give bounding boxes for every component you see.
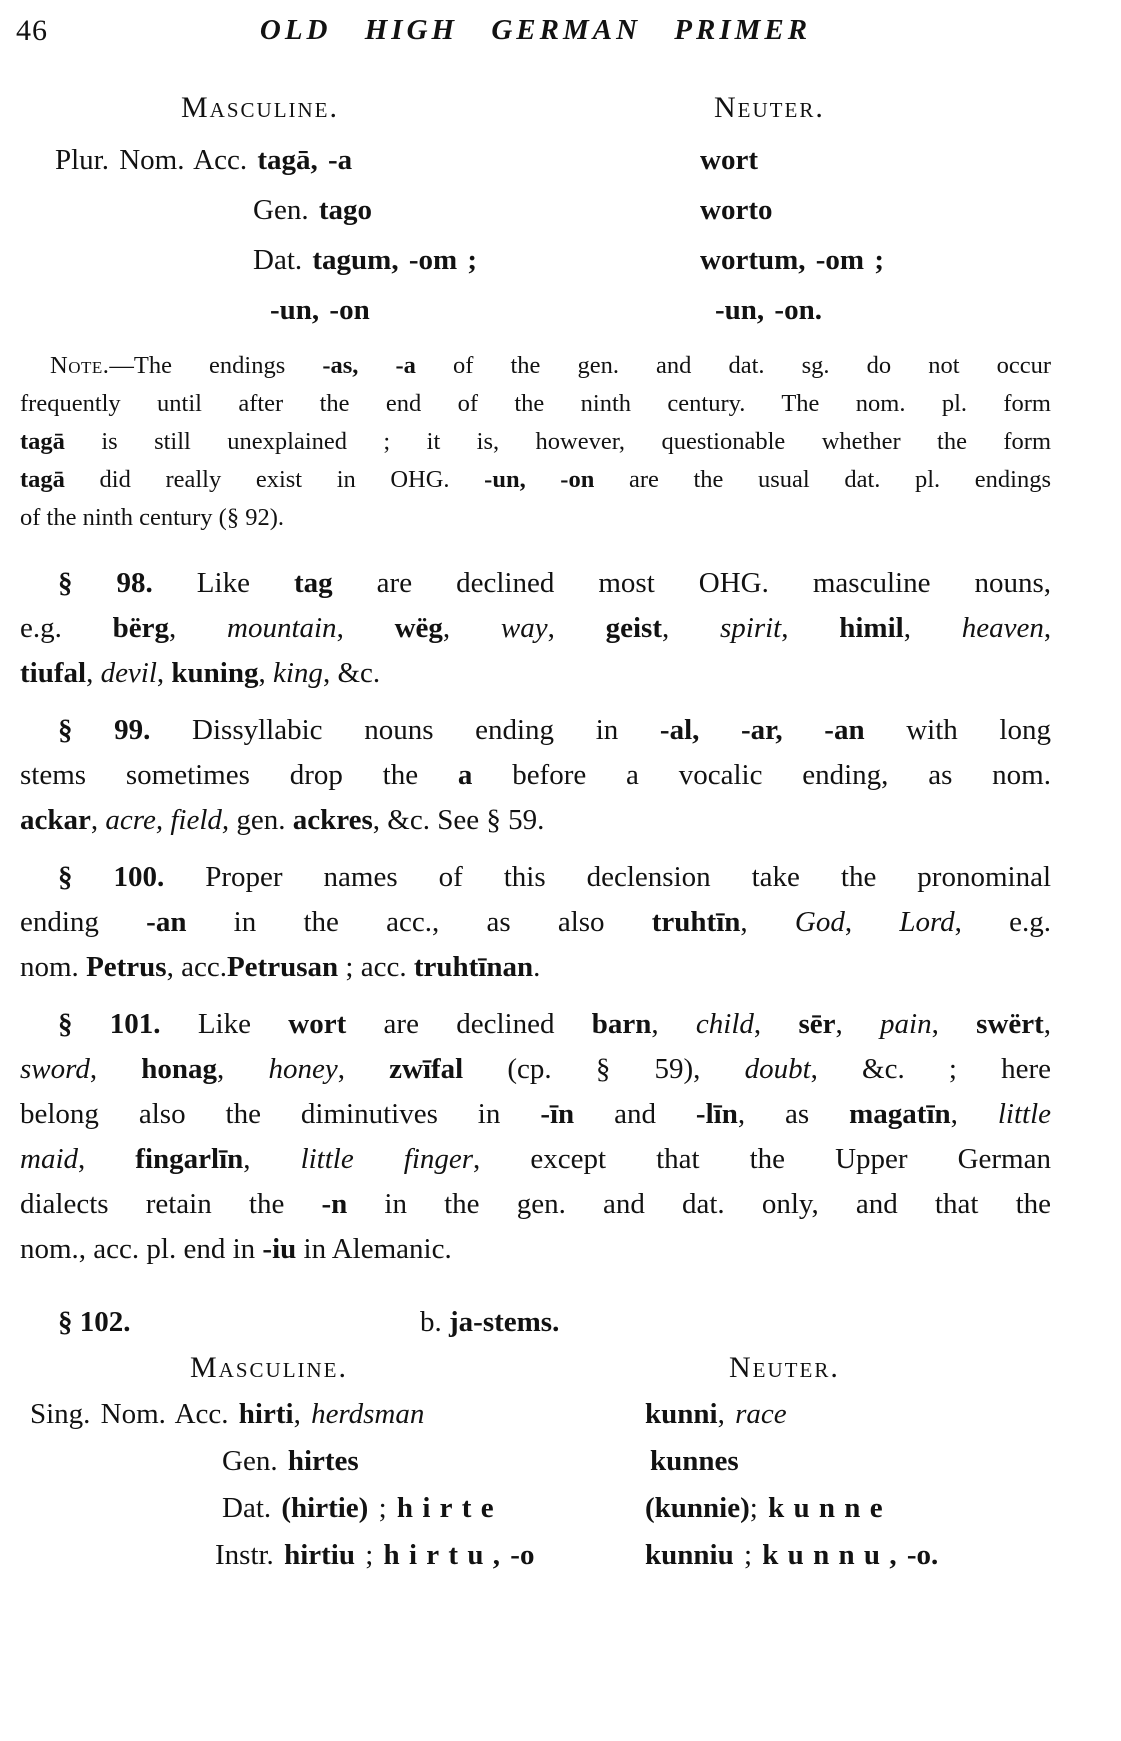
masculine-column-header: Masculine. <box>190 1351 349 1384</box>
text-segment: , <box>781 612 840 644</box>
text-segment: spirit <box>719 612 782 644</box>
text-segment: way <box>500 612 548 644</box>
text-line <box>20 385 1051 423</box>
text-segment: tag <box>293 567 333 599</box>
section-102-heading <box>20 1300 1051 1345</box>
text-segment: wëg <box>394 612 443 644</box>
neuter-cell <box>700 243 1051 277</box>
text-line <box>20 347 1051 385</box>
text-segment: , &c. See § 59. <box>372 804 545 836</box>
text-segment: sēr <box>798 1008 836 1040</box>
text-segment: . <box>533 951 541 983</box>
text-segment: honey <box>268 1053 338 1085</box>
neuter-cell <box>700 293 1051 327</box>
text-segment: bërg <box>112 612 169 644</box>
text-segment: tagum, -om ; <box>312 244 478 276</box>
text-segment: with long <box>864 714 1051 746</box>
section-101-paragraph <box>20 1002 1051 1272</box>
text-segment: swërt <box>976 1008 1044 1040</box>
text-line <box>20 1047 1051 1092</box>
text-segment: kunni <box>645 1398 718 1430</box>
text-segment: and <box>574 1098 696 1130</box>
text-segment: truhtīn <box>651 906 741 938</box>
text-segment: , <box>950 1098 998 1130</box>
text-segment: of the gen. and dat. sg. do not occur <box>415 352 1051 379</box>
text-line <box>20 499 1051 537</box>
text-segment: zwīfal <box>389 1053 464 1085</box>
text-segment: is still unexplained ; it is, however, questionable whether the form <box>64 428 1051 455</box>
table-body <box>20 1397 1051 1572</box>
masculine-cell <box>20 1491 645 1525</box>
text-segment: ; acc. <box>338 951 414 983</box>
text-segment: , -o. <box>889 1539 939 1571</box>
text-segment: , <box>1043 612 1052 644</box>
text-segment: king <box>273 657 323 689</box>
text-line <box>20 461 1051 499</box>
declension-row <box>20 1444 1051 1478</box>
masculine-cell <box>20 1444 645 1478</box>
text-segment: doubt <box>744 1053 811 1085</box>
text-line <box>20 855 1051 900</box>
declension-row <box>20 143 1051 177</box>
text-segment: Sing. Nom. Acc. <box>30 1398 239 1430</box>
text-segment: belong also the diminutives in <box>20 1098 541 1130</box>
text-segment: , <box>337 1053 390 1085</box>
text-segment: -un, -on <box>270 294 370 326</box>
text-segment: , <box>89 1053 142 1085</box>
text-segment: , &c. ; here <box>810 1053 1052 1085</box>
text-segment: wort <box>288 1008 347 1040</box>
text-segment: himil <box>839 612 904 644</box>
masculine-cell <box>20 193 700 227</box>
text-segment: little <box>997 1098 1052 1130</box>
text-segment: -n <box>321 1188 348 1220</box>
declension-row <box>20 193 1051 227</box>
text-segment: fingarlīn <box>135 1143 244 1175</box>
text-segment: herdsman <box>311 1398 425 1430</box>
text-segment: , <box>651 1008 696 1040</box>
text-segment: , as <box>737 1098 850 1130</box>
text-line <box>20 1227 1051 1272</box>
text-segment: e.g. <box>20 612 113 644</box>
text-segment: barn <box>591 1008 652 1040</box>
text-segment: God <box>794 906 845 938</box>
text-segment: , <box>717 1398 736 1430</box>
text-segment: Gen. <box>222 1445 288 1477</box>
text-segment: , <box>90 804 106 836</box>
text-segment: ja-stems. <box>449 1306 560 1338</box>
declension-row <box>20 1397 1051 1431</box>
text-segment: Petrusan <box>226 951 339 983</box>
neuter-cell <box>700 143 1051 177</box>
text-segment: dialects retain the <box>20 1188 322 1220</box>
note-paragraph <box>20 347 1051 537</box>
text-segment: Note. <box>50 352 110 379</box>
text-segment: ; <box>354 1539 384 1571</box>
text-segment: , <box>156 657 172 689</box>
neuter-column-header: Neuter. <box>729 1351 840 1384</box>
section-number: § 102. <box>58 1306 131 1338</box>
text-segment: honag <box>141 1053 218 1085</box>
text-segment: , <box>78 1143 136 1175</box>
text-segment: (kunnie) <box>645 1492 750 1524</box>
text-segment: a <box>457 759 473 791</box>
text-segment: hirti <box>238 1398 294 1430</box>
text-segment: , <box>835 1008 881 1040</box>
text-segment: nom. <box>20 951 87 983</box>
text-segment: little finger <box>300 1143 474 1175</box>
table-header-row <box>20 1351 1051 1385</box>
text-segment: Dat. <box>253 244 313 276</box>
text-segment: kuning <box>171 657 259 689</box>
text-segment: geist <box>605 612 662 644</box>
text-segment: § 101. <box>58 1008 161 1040</box>
text-segment: hirtes <box>287 1445 359 1477</box>
text-segment: kunniu <box>645 1539 734 1571</box>
text-segment: kunne <box>768 1492 892 1524</box>
text-segment: pain <box>880 1008 932 1040</box>
text-line <box>20 1182 1051 1227</box>
text-segment: ending <box>20 906 147 938</box>
text-segment: kunnes <box>650 1445 739 1477</box>
masculine-column-header: Masculine. <box>181 91 340 124</box>
text-segment: , <box>547 612 606 644</box>
text-segment: -līn <box>695 1098 738 1130</box>
text-segment: are the usual dat. pl. endings <box>594 466 1051 493</box>
text-line <box>20 651 1051 696</box>
subsection-title <box>420 1300 559 1345</box>
text-segment: tago <box>318 194 372 226</box>
text-segment: magatīn <box>849 1098 951 1130</box>
text-segment: § 99. <box>58 714 151 746</box>
text-segment: Like <box>160 1008 289 1040</box>
text-segment: tagā <box>20 466 65 493</box>
text-segment: , <box>753 1008 799 1040</box>
text-line <box>20 753 1051 798</box>
text-segment: Petrus <box>86 951 167 983</box>
text-segment: § 98. <box>58 567 153 599</box>
text-segment: -un, -on. <box>715 294 822 326</box>
masculine-cell <box>20 293 700 327</box>
text-segment: gen. <box>229 804 293 836</box>
text-segment: in Alemanic. <box>296 1233 452 1265</box>
text-segment: , acc. <box>166 951 227 983</box>
text-segment: tagā, -a <box>257 144 353 176</box>
declension-row <box>20 293 1051 327</box>
text-line <box>20 561 1051 606</box>
text-segment: , <box>293 1398 312 1430</box>
text-segment: , -o <box>492 1539 535 1571</box>
text-segment: devil <box>100 657 157 689</box>
text-segment: , <box>1043 1008 1052 1040</box>
text-segment: , <box>740 906 795 938</box>
neuter-cell <box>645 1538 1051 1572</box>
masculine-cell <box>20 243 700 277</box>
text-segment: Instr. <box>215 1539 285 1571</box>
text-line <box>20 708 1051 753</box>
text-segment: kunnu <box>762 1539 890 1571</box>
text-line <box>20 423 1051 461</box>
text-segment: ackres <box>292 804 373 836</box>
text-segment: sword <box>20 1053 90 1085</box>
text-segment: , <box>661 612 720 644</box>
declension-row <box>20 243 1051 277</box>
text-segment: wortum, -om ; <box>700 244 884 276</box>
declension-table-a-stems <box>20 91 1051 327</box>
declension-row <box>20 1538 1051 1572</box>
section-99-paragraph <box>20 708 1051 843</box>
neuter-cell <box>645 1491 1051 1525</box>
running-title: OLD HIGH GERMAN PRIMER <box>259 14 812 46</box>
text-line <box>20 798 1051 843</box>
neuter-cell <box>645 1444 1051 1478</box>
text-line <box>20 1137 1051 1182</box>
text-segment: hirtiu <box>284 1539 355 1571</box>
text-segment: , <box>217 1053 269 1085</box>
text-segment: race <box>735 1398 787 1430</box>
text-segment: in the gen. and dat. only, and that the <box>347 1188 1051 1220</box>
text-segment: , <box>931 1008 977 1040</box>
text-segment: ackar <box>20 804 91 836</box>
text-segment: nom., acc. pl. end in <box>20 1233 263 1265</box>
text-line <box>20 606 1051 651</box>
text-segment: are declined <box>346 1008 592 1040</box>
text-segment: Proper names of this declension take the pronominal <box>164 861 1051 893</box>
declension-row <box>20 1491 1051 1525</box>
text-segment: child <box>695 1008 754 1040</box>
text-segment: -iu <box>262 1233 297 1265</box>
text-segment: , <box>336 612 395 644</box>
table-body <box>20 143 1051 327</box>
text-segment: Gen. <box>253 194 319 226</box>
text-segment: hirte <box>396 1492 503 1524</box>
text-segment: Dissyllabic nouns ending in <box>150 714 660 746</box>
text-segment: , <box>86 657 101 689</box>
text-segment: of the ninth century (§ 92). <box>20 504 284 531</box>
text-segment: , <box>903 612 962 644</box>
declension-table-ja-stems <box>20 1351 1051 1572</box>
text-line <box>20 900 1051 945</box>
page-number: 46 <box>16 14 48 47</box>
masculine-cell <box>20 143 700 177</box>
text-segment: Plur. Nom. Acc. <box>55 144 258 176</box>
text-segment: ; <box>749 1492 769 1524</box>
text-segment: , <box>243 1143 301 1175</box>
table-header-row <box>20 91 1051 125</box>
text-segment: , <box>258 657 273 689</box>
text-segment: —The endings <box>109 352 323 379</box>
text-segment: maid <box>20 1143 78 1175</box>
section-98-paragraph <box>20 561 1051 696</box>
text-segment: , &c. <box>322 657 381 689</box>
text-segment: -an <box>146 906 187 938</box>
text-segment: tagā <box>20 428 65 455</box>
text-segment: (cp. § 59), <box>463 1053 745 1085</box>
neuter-column-header: Neuter. <box>714 91 825 124</box>
text-line <box>20 1092 1051 1137</box>
text-segment: before a vocalic ending, as nom. <box>472 759 1051 791</box>
text-segment: are declined most OHG. masculine nouns, <box>332 567 1052 599</box>
text-segment: , except that the Upper German <box>473 1143 1051 1175</box>
text-segment: wort <box>700 144 758 176</box>
text-segment: ; <box>733 1539 763 1571</box>
text-segment: Lord <box>899 906 955 938</box>
text-segment: tiufal <box>20 657 87 689</box>
section-100-paragraph <box>20 855 1051 990</box>
text-segment: , e.g. <box>954 906 1052 938</box>
text-segment: , <box>169 612 227 644</box>
text-segment: acre, field, <box>105 804 230 836</box>
text-segment: hirtu <box>383 1539 493 1571</box>
text-segment: stems sometimes drop the <box>20 759 458 791</box>
text-segment: frequently until after the end of the ninth century. The nom. pl. form <box>20 390 1051 417</box>
text-line <box>20 945 1051 990</box>
text-segment: § 100. <box>58 861 165 893</box>
text-segment: b. <box>420 1306 449 1338</box>
text-segment: -as, -a <box>322 352 416 379</box>
text-segment: ; <box>368 1492 397 1524</box>
text-segment: in the acc., as also <box>186 906 652 938</box>
text-segment: truhtīnan <box>413 951 534 983</box>
text-segment: Dat. <box>222 1492 282 1524</box>
text-segment: -un, -on <box>484 466 595 493</box>
text-segment: -al, -ar, -an <box>659 714 865 746</box>
text-segment: -īn <box>540 1098 575 1130</box>
text-line <box>20 1002 1051 1047</box>
masculine-cell <box>20 1397 645 1431</box>
text-segment: , <box>844 906 900 938</box>
text-segment: heaven <box>961 612 1044 644</box>
text-segment: mountain <box>227 612 337 644</box>
neuter-cell <box>645 1397 1051 1431</box>
text-segment: Like <box>152 567 294 599</box>
neuter-cell <box>700 193 1051 227</box>
text-segment: worto <box>700 194 773 226</box>
text-segment: did really exist in OHG. <box>64 466 485 493</box>
text-segment: , <box>442 612 501 644</box>
masculine-cell <box>20 1538 645 1572</box>
text-segment: (hirtie) <box>281 1492 369 1524</box>
